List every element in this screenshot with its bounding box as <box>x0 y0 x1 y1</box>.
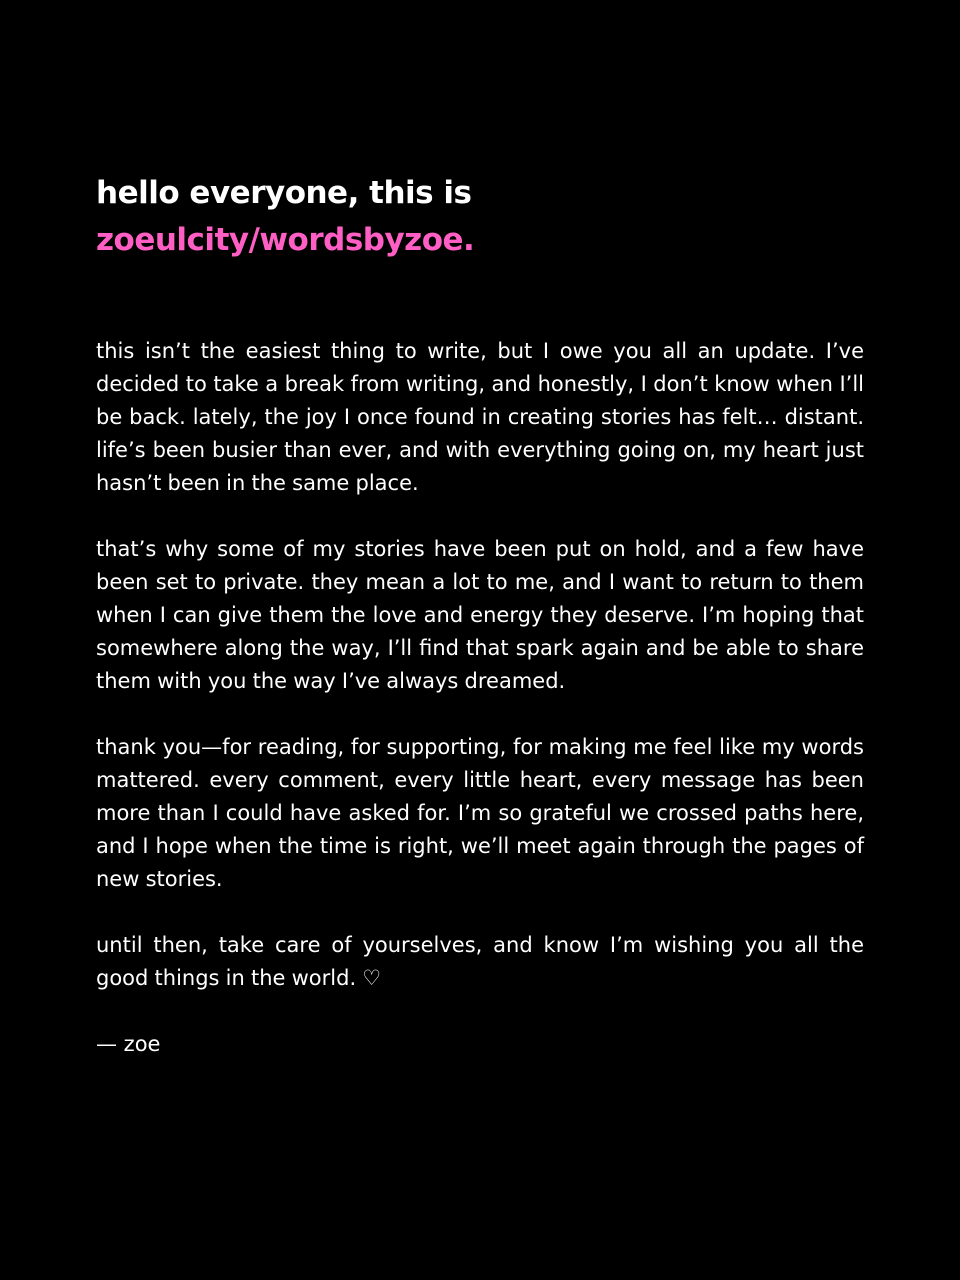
paragraph-update: this isn’t the easiest thing to write, but I owe you all an update. I’ve decided to take a break from writing, and honestly, I don’t know when I’ll be back. lately, the joy I once found in creating stories has felt… distant. life’s been busier than ever, and with everything going on, my heart just hasn’t been in the same place. <box>96 339 864 495</box>
paragraph-thank-you: thank you—for reading, for supporting, for making me feel like my words mattered. every comment, every little heart, every message has been more than I could have asked for. I’m so grateful we crossed paths here, and I hope when the time is right, we’ll meet again through the pages of new stories. <box>96 735 864 891</box>
title-greeting: hello everyone, this is <box>96 175 472 211</box>
paragraph-stories-on-hold: that’s why some of my stories have been put on hold, and a few have been set to private. they mean a lot to me, and I want to return to them when I can give them the love and energy they deserve. I’m hoping that somewhere along the way, I’ll find that spark again and be able to share them with you the way I’ve always dreamed. <box>96 537 864 693</box>
paragraph-until-then: until then, take care of yourselves, and know I’m wishing you all the good things in the world. ♡ <box>96 933 864 990</box>
page-title <box>96 170 864 264</box>
letter <box>96 170 864 1061</box>
letter-body <box>96 335 864 1061</box>
signature: — zoe <box>96 1032 161 1056</box>
title-handle: zoeulcity/wordsbyzoe. <box>96 222 475 258</box>
